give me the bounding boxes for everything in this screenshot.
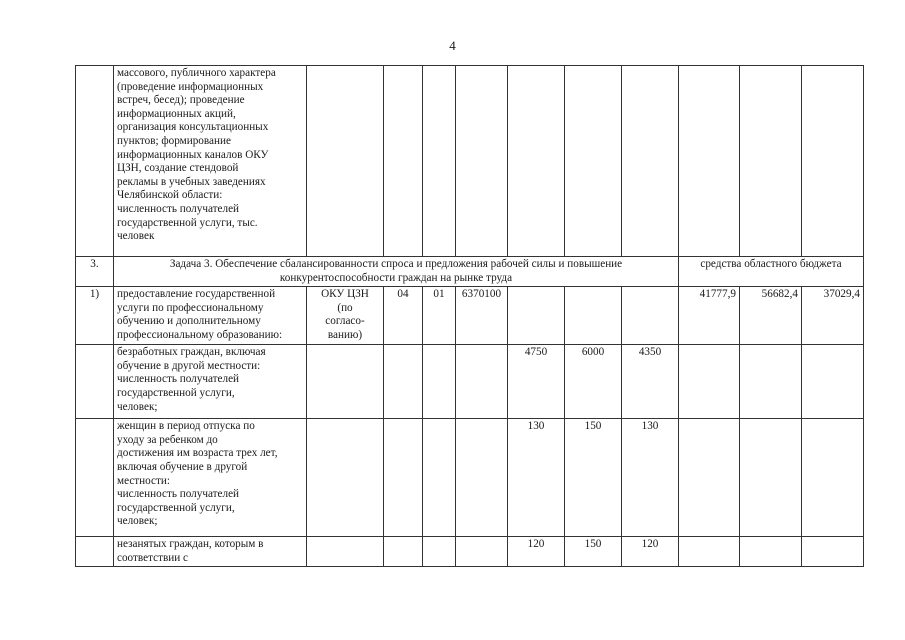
funding-source-cell: средства областного бюджета <box>679 257 864 287</box>
code-cell <box>456 345 508 419</box>
value-cell <box>565 66 622 257</box>
code-cell <box>384 537 423 567</box>
funding-cell <box>740 419 802 537</box>
value-cell: 150 <box>565 419 622 537</box>
task-title-cell: Задача 3. Обеспечение сбалансированности спроса и предложения рабочей силы и повышение конкурентоспособности граждан на рынке труда <box>114 257 679 287</box>
funding-cell <box>740 345 802 419</box>
value-cell <box>508 287 565 345</box>
funding-cell: 37029,4 <box>802 287 864 345</box>
funding-cell <box>679 66 740 257</box>
value-cell: 120 <box>622 537 679 567</box>
value-cell: 130 <box>508 419 565 537</box>
row-number-cell <box>76 66 114 257</box>
code-cell: 01 <box>423 287 456 345</box>
activity-cell: безработных граждан, включая обучение в другой местности: численность получателей государственной услуги, человек; <box>114 345 307 419</box>
value-cell <box>508 66 565 257</box>
code-cell <box>456 66 508 257</box>
funding-cell <box>679 345 740 419</box>
row-number-cell <box>76 537 114 567</box>
funding-cell <box>740 66 802 257</box>
activity-cell: незанятых граждан, которым в соответствии с <box>114 537 307 567</box>
value-cell: 130 <box>622 419 679 537</box>
code-cell <box>384 345 423 419</box>
table-row <box>76 287 864 345</box>
value-cell <box>622 287 679 345</box>
page-number: 4 <box>449 38 456 53</box>
row-number-cell: 3. <box>76 257 114 287</box>
funding-cell <box>802 419 864 537</box>
task-row <box>76 257 864 287</box>
code-cell: 6370100 <box>456 287 508 345</box>
executor-cell <box>307 537 384 567</box>
row-number-cell: 1) <box>76 287 114 345</box>
code-cell <box>423 345 456 419</box>
row-number-cell <box>76 419 114 537</box>
table-row <box>76 66 864 257</box>
table-row <box>76 419 864 537</box>
code-cell <box>423 66 456 257</box>
code-cell <box>456 419 508 537</box>
program-table <box>75 65 864 567</box>
activity-cell: предоставление государственной услуги по профессиональному обучению и дополнительному профессиональному образованию: <box>114 287 307 345</box>
value-cell: 150 <box>565 537 622 567</box>
code-cell <box>456 537 508 567</box>
activity-cell: массового, публичного характера (проведение информационных встреч, бесед); проведение информационных акций, организация консультационных пунктов; формирование информационных каналов ОКУ ЦЗН, создание стендовой рекламы в учебных заведениях Челябинской области: численность получателей государственной услуги, тыс. человек <box>114 66 307 257</box>
funding-cell <box>802 66 864 257</box>
funding-cell <box>679 537 740 567</box>
code-cell <box>423 537 456 567</box>
value-cell: 4350 <box>622 345 679 419</box>
executor-cell <box>307 345 384 419</box>
executor-cell: ОКУ ЦЗН (по согласо- ванию) <box>307 287 384 345</box>
funding-cell <box>679 419 740 537</box>
value-cell: 4750 <box>508 345 565 419</box>
code-cell <box>384 66 423 257</box>
code-cell: 04 <box>384 287 423 345</box>
table-row <box>76 537 864 567</box>
funding-cell: 41777,9 <box>679 287 740 345</box>
executor-cell <box>307 66 384 257</box>
funding-cell: 56682,4 <box>740 287 802 345</box>
funding-cell <box>802 345 864 419</box>
executor-cell <box>307 419 384 537</box>
code-cell <box>384 419 423 537</box>
value-cell <box>622 66 679 257</box>
row-number-cell <box>76 345 114 419</box>
activity-cell: женщин в период отпуска по уходу за ребенком до достижения им возраста трех лет, включая обучение в другой местности: численность получателей государственной услуги, человек; <box>114 419 307 537</box>
funding-cell <box>802 537 864 567</box>
table-row <box>76 345 864 419</box>
code-cell <box>423 419 456 537</box>
funding-cell <box>740 537 802 567</box>
value-cell: 120 <box>508 537 565 567</box>
value-cell <box>565 287 622 345</box>
value-cell: 6000 <box>565 345 622 419</box>
